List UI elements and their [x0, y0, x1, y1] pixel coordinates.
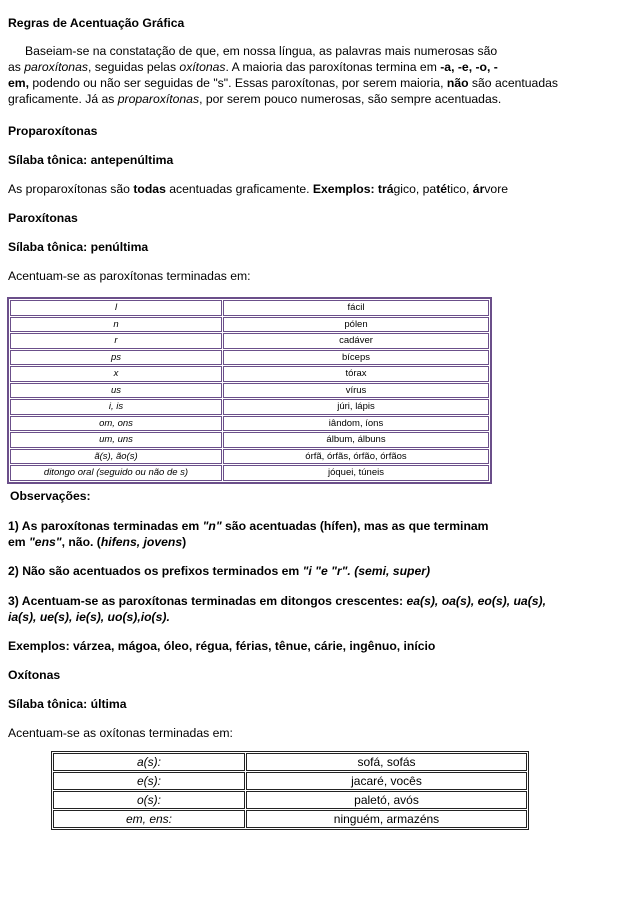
example-cell: tórax: [223, 366, 489, 382]
text: hifens, jovens: [100, 535, 183, 549]
text: tico,: [447, 182, 473, 196]
ending-cell: us: [10, 383, 222, 399]
ending-cell: om, ons: [10, 416, 222, 432]
table-row: [53, 791, 527, 809]
example-cell: bíceps: [223, 350, 489, 366]
observacao-1-line-2: [8, 534, 186, 550]
text: em,: [8, 76, 30, 90]
table-row: [10, 383, 489, 399]
intro-line-4: [8, 91, 501, 107]
example-cell: pólen: [223, 317, 489, 333]
table-row: [10, 350, 489, 366]
observacao-2: [8, 563, 430, 579]
text: são acentuadas: [468, 76, 558, 90]
ending-cell: r: [10, 333, 222, 349]
ending-cell: em, ens:: [53, 810, 245, 828]
ending-cell: o(s):: [53, 791, 245, 809]
example-cell: júri, lápis: [223, 399, 489, 415]
text: "i "e "r". (semi, super): [302, 564, 431, 578]
text: 1) As paroxítonas terminadas em: [8, 519, 203, 533]
ending-cell: ps: [10, 350, 222, 366]
ending-cell: i, is: [10, 399, 222, 415]
text: as: [8, 60, 25, 74]
ending-cell: l: [10, 300, 222, 316]
ending-cell: e(s):: [53, 772, 245, 790]
observacao-3-line-1: [8, 593, 546, 609]
exemplos-line: Exemplos: várzea, mágoa, óleo, régua, férias, tênue, cárie, ingênuo, início: [8, 639, 436, 653]
paroxitonas-silaba: Sílaba tônica: penúltima: [8, 240, 149, 254]
text: gico, pa: [393, 182, 437, 196]
text: As proparoxítonas são: [8, 182, 134, 196]
intro-line-3: [8, 75, 558, 91]
text: são acentuadas (hífen), mas as que terminam: [221, 519, 489, 533]
example-cell: álbum, álbuns: [223, 432, 489, 448]
example-cell: vírus: [223, 383, 489, 399]
text: 3) Acentuam-se as paroxítonas terminadas em ditongos crescentes:: [8, 594, 407, 608]
observacao-3-line-2: [8, 609, 170, 625]
example-cell: sofá, sofás: [246, 753, 527, 771]
text: ): [182, 535, 187, 549]
table-body: [53, 753, 527, 828]
text: ea(s), oa(s), eo(s), ua(s),: [406, 594, 546, 608]
example-cell: cadáver: [223, 333, 489, 349]
example-cell: iândom, íons: [223, 416, 489, 432]
table-row: [10, 366, 489, 382]
text: ia(s), ue(s), ie(s), uo(s),io(s).: [8, 610, 170, 624]
observacoes-heading: Observações:: [10, 489, 91, 503]
ending-cell: x: [10, 366, 222, 382]
text: . A maioria das paroxítonas termina em: [225, 60, 441, 74]
text: graficamente. Já as: [8, 92, 118, 106]
text: ár: [472, 182, 485, 196]
text: todas: [133, 182, 166, 196]
table-row: [10, 399, 489, 415]
text: Exemplos:: [312, 182, 378, 196]
text: , não. (: [61, 535, 101, 549]
example-cell: paletó, avós: [246, 791, 527, 809]
text: -a, -e, -o, -: [440, 60, 498, 74]
paroxitonas-table: [7, 297, 492, 484]
example-cell: fácil: [223, 300, 489, 316]
text: em: [8, 535, 30, 549]
intro-line-2: [8, 59, 498, 75]
example-cell: jóquei, túneis: [223, 465, 489, 481]
ending-cell: ditongo oral (seguido ou não de s): [10, 465, 222, 481]
table-row: [10, 333, 489, 349]
table-row: [10, 449, 489, 465]
oxitonas-silaba: Sílaba tônica: última: [8, 697, 127, 711]
table-row: [10, 317, 489, 333]
oxitonas-table: [51, 751, 529, 830]
text: proparoxítonas: [117, 92, 200, 106]
oxitonas-heading: Oxítonas: [8, 668, 61, 682]
ending-cell: n: [10, 317, 222, 333]
proparoxitonas-text: [8, 181, 508, 197]
text: té: [436, 182, 448, 196]
ending-cell: a(s):: [53, 753, 245, 771]
ending-cell: ã(s), ão(s): [10, 449, 222, 465]
intro-line-1: Baseiam-se na constatação de que, em nossa língua, as palavras mais numerosas são: [25, 44, 498, 58]
observacao-1-line-1: [8, 518, 489, 534]
paroxitonas-heading: Paroxítonas: [8, 211, 78, 225]
table-row: [10, 465, 489, 481]
text: 2) Não são acentuados os prefixos terminados em: [8, 564, 303, 578]
example-cell: ninguém, armazéns: [246, 810, 527, 828]
paroxitonas-intro: Acentuam-se as paroxítonas terminadas em:: [8, 269, 251, 283]
example-cell: órfã, órfãs, órfão, órfãos: [223, 449, 489, 465]
proparoxitonas-silaba: Sílaba tônica: antepenúltima: [8, 153, 174, 167]
text: "n": [202, 519, 222, 533]
text: trá: [377, 182, 394, 196]
text: podendo ou não ser seguidas de "s". Essas paroxítonas, por serem maioria,: [29, 76, 447, 90]
table-row: [10, 416, 489, 432]
text: acentuadas graficamente.: [165, 182, 313, 196]
text: oxítonas: [179, 60, 226, 74]
table-body: [10, 300, 489, 481]
text: paroxítonas: [24, 60, 88, 74]
text: "ens": [29, 535, 62, 549]
oxitonas-intro: Acentuam-se as oxítonas terminadas em:: [8, 726, 233, 740]
page-title: Regras de Acentuação Gráfica: [8, 16, 185, 30]
table-row: [10, 300, 489, 316]
table-row: [10, 432, 489, 448]
example-cell: jacaré, vocês: [246, 772, 527, 790]
table-row: [53, 810, 527, 828]
ending-cell: um, uns: [10, 432, 222, 448]
table-row: [53, 772, 527, 790]
text: , seguidas pelas: [87, 60, 180, 74]
proparoxitonas-heading: Proparoxítonas: [8, 124, 98, 138]
text: vore: [484, 182, 509, 196]
table-row: [53, 753, 527, 771]
text: , por serem pouco numerosas, são sempre acentuadas.: [199, 92, 502, 106]
text: não: [446, 76, 469, 90]
